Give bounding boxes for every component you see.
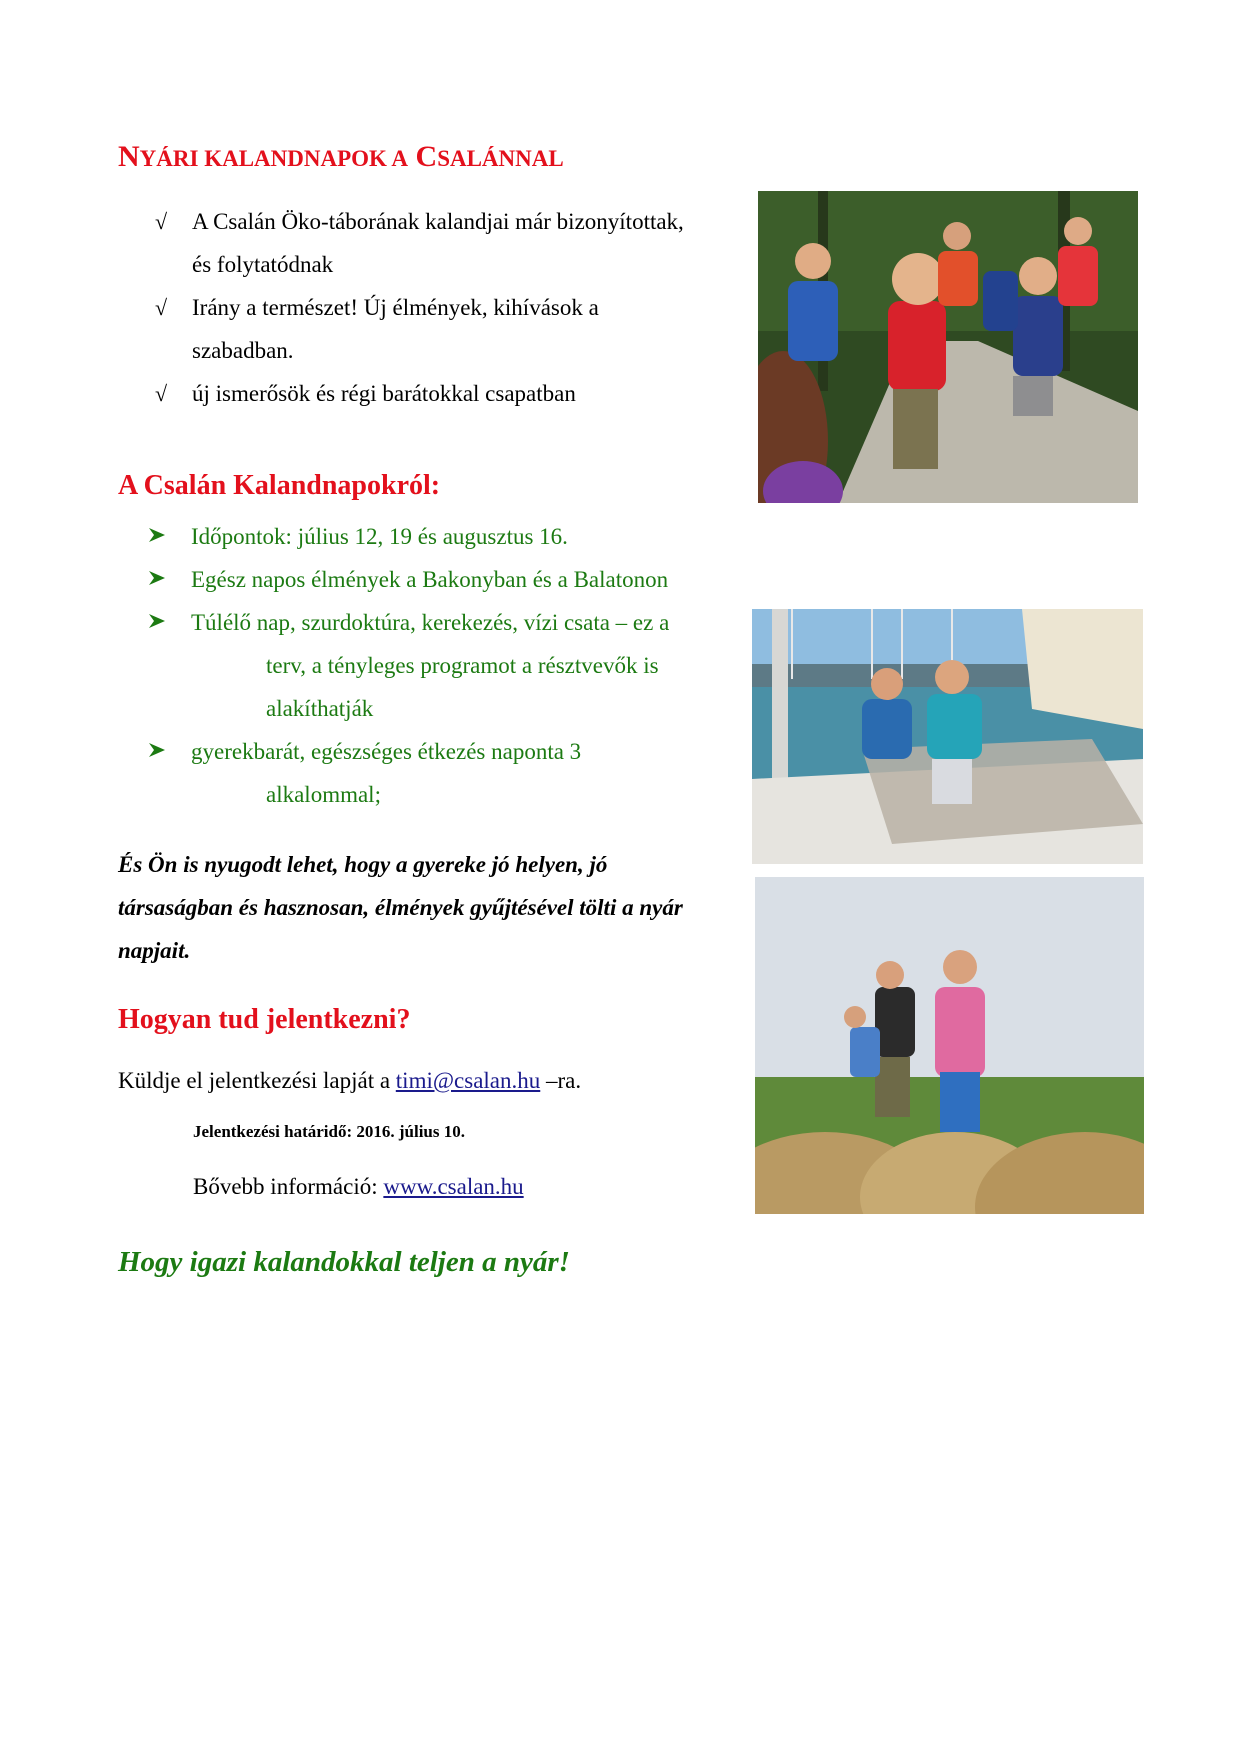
list-item-continued: szabadban. xyxy=(192,338,294,363)
about-heading: A Csalán Kalandnapokról: xyxy=(118,470,441,501)
website-link[interactable]: www.csalan.hu xyxy=(383,1174,524,1199)
arrow-bullet-icon xyxy=(148,526,166,544)
apply-heading: Hogyan tud jelentkezni? xyxy=(118,1004,411,1035)
reassurance-line: társaságban és hasznosan, élmények gyűjtésével tölti a nyár xyxy=(118,895,683,920)
info-pre-text: Bővebb információ: xyxy=(193,1174,384,1199)
info-text xyxy=(193,1172,524,1202)
check-icon: √ xyxy=(155,209,168,234)
reassurance-line: napjait. xyxy=(118,938,191,963)
list-item: Irány a természet! Új élmények, kihívások a xyxy=(192,295,599,320)
hay-bales-photo xyxy=(755,877,1144,1214)
list-item: Egész napos élmények a Bakonyban és a Balatonon xyxy=(191,567,669,592)
list-item: új ismerősök és régi barátokkal csapatban xyxy=(192,381,576,406)
list-item-continued: alakíthatják xyxy=(266,696,374,721)
arrow-bullet-icon xyxy=(148,569,166,587)
apply-text xyxy=(118,1066,581,1096)
email-link[interactable]: timi@csalan.hu xyxy=(395,1068,541,1093)
list-item: gyerekbarát, egészséges étkezés naponta 3 xyxy=(191,739,582,764)
closing-slogan: Hogy igazi kalandokkal teljen a nyár! xyxy=(118,1246,570,1278)
apply-pre-text: Küldje el jelentkezési lapját a xyxy=(118,1068,396,1093)
check-icon: √ xyxy=(155,295,168,320)
list-item-continued: terv, a tényleges programot a résztvevők is xyxy=(266,653,659,678)
list-item-continued: és folytatódnak xyxy=(192,252,334,277)
sailboat-photo xyxy=(752,609,1143,864)
list-item: Időpontok: július 12, 19 és augusztus 16. xyxy=(191,524,568,549)
reassurance-line: És Ön is nyugodt lehet, hogy a gyereke jó helyen, jó xyxy=(118,852,608,877)
list-item-continued: alkalommal; xyxy=(266,782,381,807)
apply-post-text: –ra. xyxy=(540,1068,582,1093)
page-title: NYÁRI KALANDNAPOK A CSALÁNNAL xyxy=(118,140,564,173)
deadline-text: Jelentkezési határidő: 2016. július 10. xyxy=(193,1122,465,1141)
hiking-photo xyxy=(758,191,1138,503)
check-icon: √ xyxy=(155,381,168,406)
arrow-bullet-icon xyxy=(148,612,166,630)
list-item: Túlélő nap, szurdoktúra, kerekezés, vízi csata – ez a xyxy=(191,610,670,635)
list-item: A Csalán Öko-táborának kalandjai már bizonyítottak, xyxy=(192,209,684,234)
arrow-bullet-icon xyxy=(148,741,166,759)
